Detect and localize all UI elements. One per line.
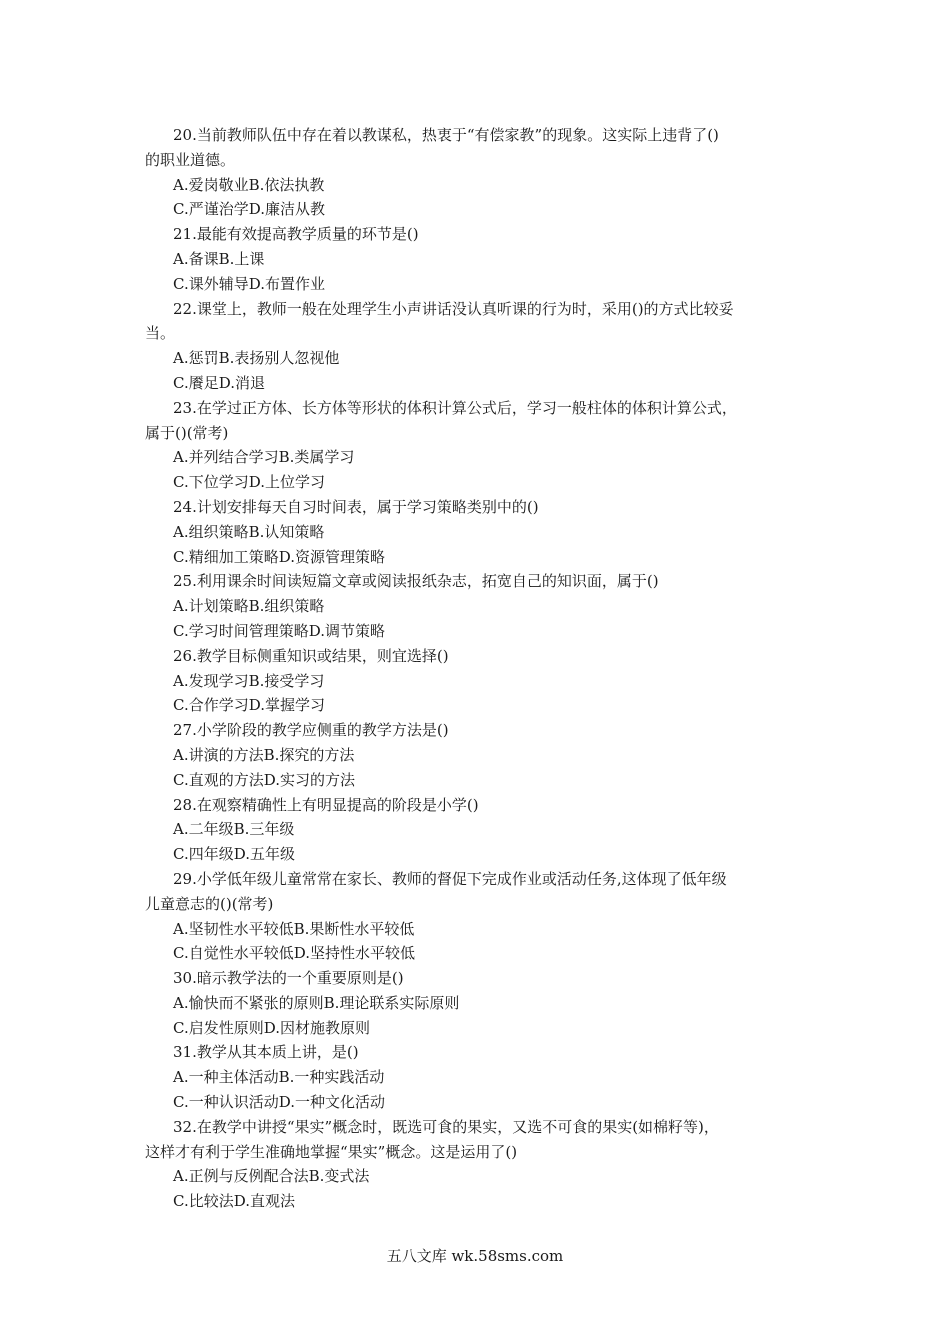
question-options: A.组织策略B.认知策略 [173, 522, 325, 541]
question-options: A.讲演的方法B.探究的方法 [173, 745, 355, 764]
question-stem-continued: 当。 [145, 324, 176, 343]
question-stem: 20.当前教师队伍中存在着以教谋私，热衷于“有偿家教”的现象。这实际上违背了() [173, 126, 719, 144]
question-options: A.计划策略B.组织策略 [173, 597, 325, 616]
question-options: C.餍足D.消退 [173, 373, 265, 392]
question-stem: 30.暗示教学法的一个重要原则是() [173, 969, 404, 988]
question-options: A.惩罚B.表扬别人忽视他 [173, 349, 340, 368]
question-stem: 22.课堂上，教师一般在处理学生小声讲话没认真听课的行为时，采用()的方式比较妥 [173, 299, 734, 318]
question-stem: 23.在学过正方体、长方体等形状的体积计算公式后，学习一般柱体的体积计算公式， [173, 398, 737, 417]
question-options: C.学习时间管理策略D.调节策略 [173, 621, 385, 640]
question-stem: 27.小学阶段的教学应侧重的教学方法是() [173, 721, 449, 740]
question-stem: 25.利用课余时间读短篇文章或阅读报纸杂志，拓宽自己的知识面，属于() [173, 572, 659, 591]
question-options: C.严谨治学D.廉洁从教 [173, 200, 325, 219]
question-options: C.合作学习D.掌握学习 [173, 696, 325, 715]
question-options: A.爱岗敬业B.依法执教 [173, 175, 325, 194]
question-stem-continued: 这样才有利于学生准确地掌握“果实”概念。这是运用了() [145, 1142, 518, 1161]
question-options: A.备课B.上课 [173, 249, 265, 268]
question-stem: 32.在教学中讲授“果实”概念时，既选可食的果实，又选不可食的果实(如棉籽等)， [173, 1117, 719, 1136]
question-options: A.二年级B.三年级 [173, 820, 295, 839]
question-options: C.自觉性水平较低D.坚持性水平较低 [173, 944, 415, 963]
question-stem: 29.小学低年级儿童常常在家长、教师的督促下完成作业或活动任务,这体现了低年级 [173, 869, 727, 888]
question-stem: 21.最能有效提高教学质量的环节是() [173, 225, 419, 244]
question-stem: 24.计划安排每天自习时间表，属于学习策略类别中的() [173, 497, 539, 516]
question-stem-continued: 属于()(常考) [145, 423, 229, 442]
question-options: C.比较法D.直观法 [173, 1192, 295, 1211]
question-stem: 26.教学目标侧重知识或结果，则宜选择() [173, 646, 449, 665]
question-options: A.正例与反例配合法B.变式法 [173, 1167, 370, 1186]
question-options: C.四年级D.五年级 [173, 845, 295, 864]
question-options: C.精细加工策略D.资源管理策略 [173, 547, 385, 566]
question-stem-continued: 的职业道德。 [145, 150, 236, 169]
question-stem: 28.在观察精确性上有明显提高的阶段是小学() [173, 795, 479, 814]
question-options: C.启发性原则D.因材施教原则 [173, 1018, 370, 1037]
question-options: C.直观的方法D.实习的方法 [173, 770, 355, 789]
question-options: A.发现学习B.接受学习 [173, 671, 325, 690]
question-options: C.一种认识活动D.一种文化活动 [173, 1093, 385, 1112]
question-stem-continued: 儿童意志的()(常考) [145, 894, 274, 913]
question-options: A.愉快而不紧张的原则B.理论联系实际原则 [173, 993, 460, 1012]
question-stem: 31.教学从其本质上讲，是() [173, 1043, 359, 1062]
question-options: C.下位学习D.上位学习 [173, 473, 325, 492]
question-options: A.一种主体活动B.一种实践活动 [173, 1068, 385, 1087]
question-list [145, 123, 810, 1214]
question-options: C.课外辅导D.布置作业 [173, 274, 325, 293]
page-footer: 五八文库 wk.58sms.com [386, 1247, 564, 1265]
question-options: A.并列结合学习B.类属学习 [173, 448, 355, 467]
question-options: A.坚韧性水平较低B.果断性水平较低 [173, 919, 415, 938]
